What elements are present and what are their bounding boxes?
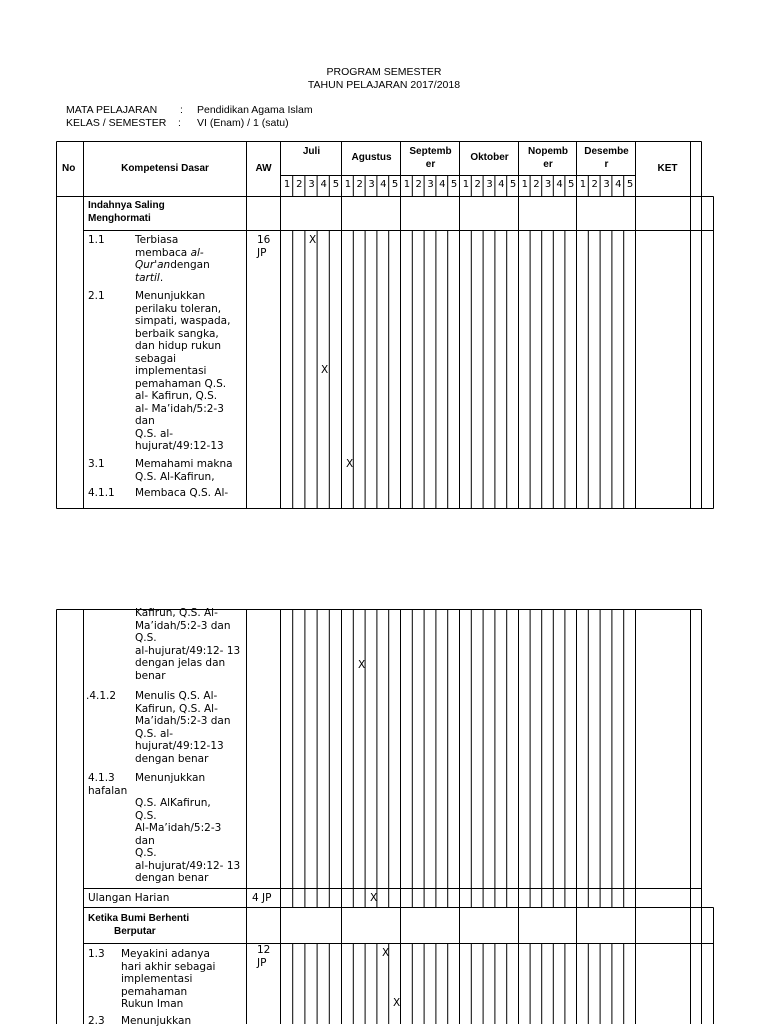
kd-4-1-2-text: Menulis Q.S. Al- Kafirun, Q.S. Al- Ma’idah/5:2-3 dan Q.S. al- hujurat/49:12-13 dengan benar bbox=[135, 690, 231, 765]
header-week-1-3: 4 bbox=[380, 179, 387, 190]
header-week-1-2: 3 bbox=[368, 179, 375, 190]
kd-1-1-text: Terbiasa membaca al- Qur'andengan tartil. bbox=[135, 234, 210, 284]
header-week-5-2: 3 bbox=[603, 179, 610, 190]
header-month-2: Septemb er bbox=[409, 146, 452, 170]
header-week-2-1: 2 bbox=[415, 179, 422, 190]
schedule-mark-agustus-w4: X bbox=[382, 947, 390, 959]
header-month-1: Agustus bbox=[351, 152, 392, 163]
document-subtitle: TAHUN PELAJARAN 2017/2018 bbox=[307, 79, 461, 91]
kd-4-1-3-first-line: Menunjukkan bbox=[135, 772, 206, 784]
header-week-3-3: 4 bbox=[498, 179, 505, 190]
header-week-1-0: 1 bbox=[344, 179, 352, 190]
header-kompetensi-dasar: Kompetensi Dasar bbox=[121, 163, 209, 174]
header-week-3-4: 5 bbox=[509, 179, 517, 190]
mapel-value: Pendidikan Agama Islam bbox=[197, 104, 313, 116]
header-week-2-2: 3 bbox=[427, 179, 434, 190]
mapel-sep: : bbox=[180, 104, 183, 116]
header-month-5: Desembe r bbox=[584, 146, 629, 170]
header-week-4-3: 4 bbox=[556, 179, 563, 190]
kd-2-1-number: 2.1 bbox=[88, 290, 105, 302]
kd-1-3-text: Meyakini adanya hari akhir sebagai implementasi pemahaman Rukun Iman bbox=[121, 948, 216, 1010]
schedule-mark-agustus-w2: X bbox=[358, 659, 366, 671]
kd-4-1-2-number: .4.1.2 bbox=[86, 690, 117, 702]
header-week-5-1: 2 bbox=[591, 179, 598, 190]
header-week-4-2: 3 bbox=[544, 179, 552, 190]
header-week-4-0: 1 bbox=[521, 179, 528, 190]
schedule-mark-agustus-w5: X bbox=[393, 997, 401, 1009]
document-title: PROGRAM SEMESTER bbox=[326, 66, 442, 78]
kd-4-1-3-number: 4.1.3 hafalan bbox=[88, 772, 128, 797]
header-week-2-0: 1 bbox=[403, 179, 411, 190]
header-week-0-1: 2 bbox=[296, 179, 303, 190]
header-week-0-4: 5 bbox=[332, 179, 340, 190]
header-week-4-1: 2 bbox=[533, 179, 540, 190]
header-week-3-2: 3 bbox=[486, 179, 493, 190]
kd-4-1-1-continued: Kafirun, Q.S. Al- Ma’idah/5:2-3 dan Q.S. al-hujurat/49:12- 13 dengan jelas dan benar bbox=[135, 607, 241, 682]
kd-4-1-3-text: Q.S. AlKafirun, Q.S. Al-Ma’idah/5:2-3 dan Q.S. al-hujurat/49:12- 13 dengan benar bbox=[135, 797, 241, 884]
header-week-1-4: 5 bbox=[391, 179, 399, 190]
kd-3-1-number: 3.1 bbox=[88, 458, 105, 470]
kd-4-1-1-number: 4.1.1 bbox=[88, 487, 115, 499]
header-no: No bbox=[62, 163, 76, 174]
header-week-2-4: 5 bbox=[450, 179, 458, 190]
schedule-mark-juli-w4: X bbox=[321, 364, 329, 376]
kelas-label: KELAS / SEMESTER bbox=[66, 117, 167, 129]
header-week-0-2: 3 bbox=[308, 179, 315, 190]
header-month-4: Nopemb er bbox=[528, 146, 568, 170]
header-week-2-3: 4 bbox=[439, 179, 446, 190]
kelas-value: VI (Enam) / 1 (satu) bbox=[197, 117, 289, 129]
kd-1-3-number: 1.3 bbox=[88, 948, 105, 960]
header-week-5-3: 4 bbox=[615, 179, 622, 190]
schedule-mark-juli-w3: X bbox=[309, 234, 317, 246]
header-week-3-0: 1 bbox=[462, 179, 470, 190]
section2-aw: 12 JP bbox=[257, 944, 271, 969]
kd-3-1-text: Memahami makna Q.S. Al-Kafirun, bbox=[135, 458, 233, 483]
header-week-0-3: 4 bbox=[320, 179, 327, 190]
mapel-label: MATA PELAJARAN bbox=[66, 104, 158, 116]
kelas-sep: : bbox=[178, 117, 181, 129]
header-aw: AW bbox=[255, 163, 272, 174]
schedule-mark-agustus-w1: X bbox=[346, 458, 354, 470]
ulangan-harian-label: Ulangan Harian bbox=[88, 892, 170, 904]
section2-title: Ketika Bumi Berhenti Berputar bbox=[88, 913, 190, 937]
kd-2-3-text: Menunjukkan bbox=[121, 1015, 192, 1027]
ulangan-harian-aw: 4 JP bbox=[252, 892, 272, 904]
header-week-5-0: 1 bbox=[579, 179, 587, 190]
schedule-mark-agustus-w3: X bbox=[370, 892, 378, 904]
kd-1-1-number: 1.1 bbox=[88, 234, 105, 246]
header-week-4-4: 5 bbox=[568, 179, 575, 190]
section1-title: Indahnya Saling Menghormati bbox=[88, 200, 165, 224]
kd-2-3-number: 2.3 bbox=[88, 1015, 105, 1027]
header-week-1-1: 2 bbox=[356, 179, 363, 190]
header-ket: KET bbox=[657, 163, 678, 174]
section1-aw: 16 JP bbox=[257, 234, 271, 259]
header-month-3: Oktober bbox=[470, 152, 509, 163]
kd-2-1-text: Menunjukkan perilaku toleran, simpati, waspada, berbaik sangka, dan hidup rukun sebagai implementasi pemahaman Q.S. al- Kafirun, Q.S. al- Ma’idah/5:2-3 dan Q.S. al- hujurat/49:12-13 bbox=[135, 290, 231, 452]
header-month-0: Juli bbox=[302, 146, 321, 157]
header-week-5-4: 5 bbox=[626, 179, 634, 190]
header-week-0-0: 1 bbox=[283, 179, 291, 190]
header-week-3-1: 2 bbox=[474, 179, 481, 190]
kd-4-1-1-text: Membaca Q.S. Al- bbox=[135, 487, 229, 499]
